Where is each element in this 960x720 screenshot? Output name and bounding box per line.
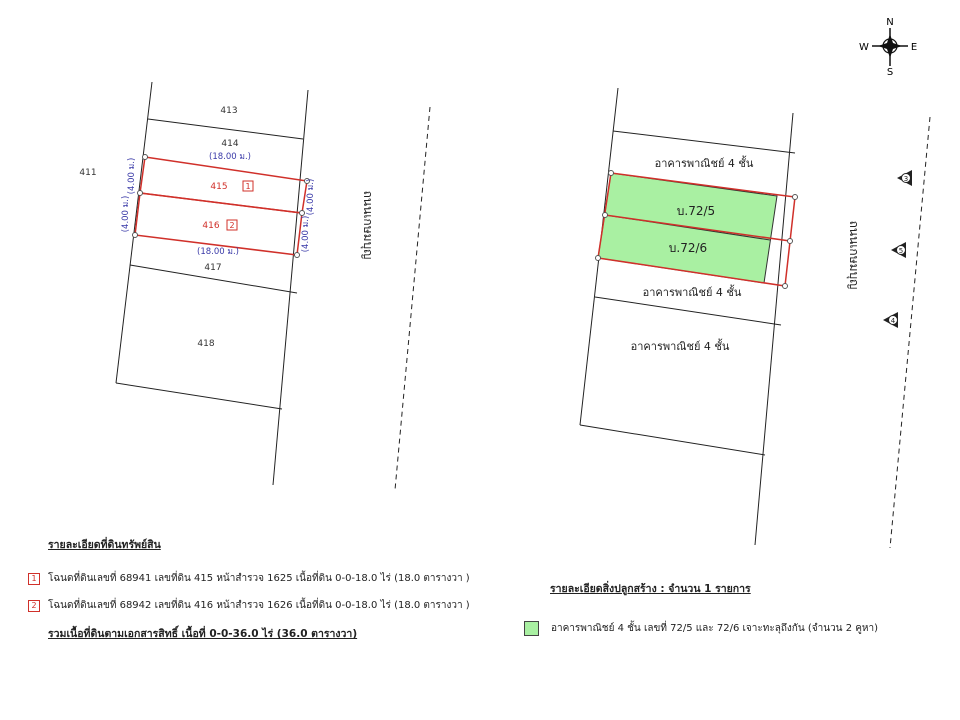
building-details-title: รายละเอียดสิ่งปลูกสร้าง : จำนวน 1 รายการ (550, 583, 751, 595)
parcel-417-label: 417 (204, 263, 222, 273)
parcel-414-label: 414 (221, 139, 239, 149)
svg-text:5: 5 (898, 247, 904, 255)
compass-rose-icon (859, 17, 917, 78)
building-details-legend (524, 580, 878, 636)
parcel-413-label: 413 (220, 106, 238, 116)
left-cadastral-map (116, 82, 430, 490)
land-details-legend (31, 536, 470, 642)
compass-w-label: W (859, 42, 869, 53)
parcel-418-label: 418 (197, 339, 215, 349)
parcel-line (116, 383, 282, 409)
right-road-label: ถนนเกษมบุญ (847, 220, 861, 290)
land-item-2-number: 2 (28, 600, 40, 612)
parcel-415-label: 415 (210, 182, 228, 192)
building-mid-label: อาคารพาณิชย์ 4 ชั้น (642, 286, 742, 299)
building-item (524, 621, 878, 636)
parcel-mark-1: 1 (245, 182, 251, 191)
dim-top-label: (18.00 ม.) (209, 152, 251, 162)
land-details-title: รายละเอียดที่ดินทรัพย์สิน (48, 539, 161, 551)
building-line (613, 131, 795, 153)
dim-right-a-label: (4.00 ม.) (306, 178, 316, 216)
road-edge-dashed (395, 107, 430, 490)
svg-text:4: 4 (890, 317, 896, 325)
svg-text:3: 3 (903, 175, 909, 183)
right-boundary-line (273, 90, 308, 485)
unit-72-5-label: บ.72/5 (676, 204, 716, 218)
green-swatch-icon (524, 621, 539, 636)
land-total-text: รวมเนื้อที่ดินตามเอกสารสิทธิ์ เนื้อที่ 0-0-36.0 ไร่ (36.0 ตารางวา) (48, 628, 358, 640)
parcel-416-label: 416 (202, 221, 220, 231)
land-item-2 (31, 598, 470, 613)
compass-e-label: E (910, 42, 918, 53)
left-road-label: ถนนเกษมบุญ (361, 190, 375, 260)
building-bottom-label: อาคารพาณิชย์ 4 ชั้น (630, 340, 730, 353)
subject-building (596, 171, 798, 289)
unit-72-6-label: บ.72/6 (668, 241, 708, 255)
building-line (580, 425, 765, 455)
subject-parcels-outline (133, 155, 310, 258)
parcel-411-label: 411 (79, 168, 97, 178)
dim-bottom-label: (18.00 ม.) (197, 247, 239, 257)
land-item-1-number: 1 (28, 573, 40, 585)
dim-left-b-label: (4.00 ม.) (121, 195, 131, 233)
building-item-text: อาคารพาณิชย์ 4 ชั้น เลขที่ 72/5 และ 72/6 เจาะทะลุถึงกัน (จำนวน 2 คูหา) (551, 623, 879, 634)
view-point-5-icon (891, 242, 906, 258)
building-line (595, 297, 781, 325)
land-item-1-text: โฉนดที่ดินเลขที่ 68941 เลขที่ดิน 415 หน้าสำรวจ 1625 เนื้อที่ดิน 0-0-18.0 ไร่ (18.0 ตารางวา ) (48, 573, 470, 584)
parcel-line (148, 119, 303, 139)
right-building-map (580, 88, 930, 548)
parcel-mark-2: 2 (229, 221, 235, 230)
land-item-1 (31, 571, 470, 586)
dim-left-a-label: (4.00 ม.) (127, 157, 137, 195)
compass-n-label: N (886, 17, 894, 28)
view-point-3-icon (897, 170, 912, 186)
compass-s-label: S (886, 67, 894, 78)
dim-right-b-label: (4.00 ม.) (301, 215, 311, 253)
land-item-2-text: โฉนดที่ดินเลขที่ 68942 เลขที่ดิน 416 หน้าสำรวจ 1626 เนื้อที่ดิน 0-0-18.0 ไร่ (18.0 ตารางวา ) (48, 600, 470, 611)
right-boundary-line (755, 113, 793, 545)
view-point-4-icon (883, 312, 898, 328)
building-top-label: อาคารพาณิชย์ 4 ชั้น (654, 157, 754, 170)
